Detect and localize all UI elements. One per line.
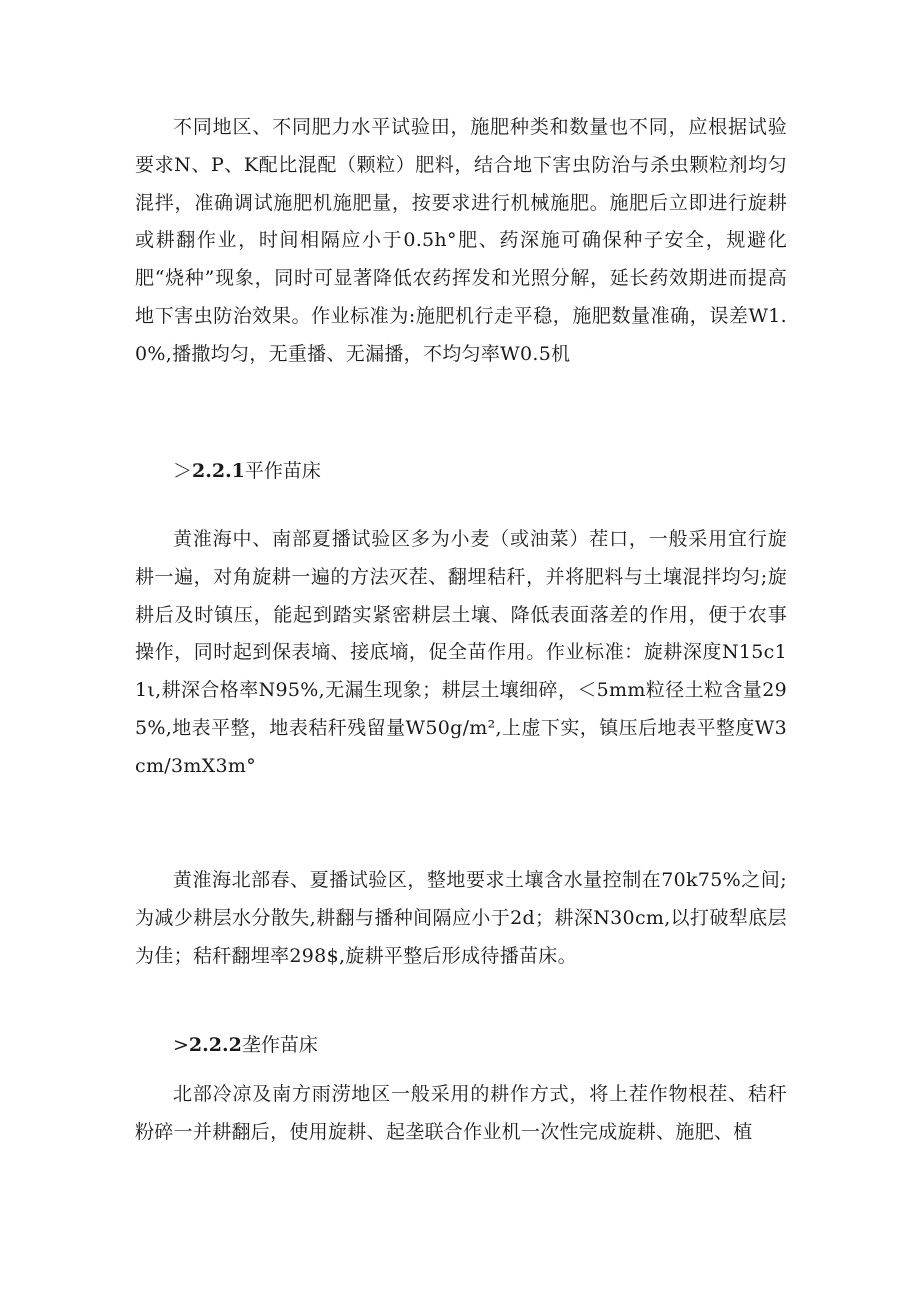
paragraph-flat-seedbed-south: 黄淮海中、南部夏播试验区多为小麦（或油菜）茬口，一般采用宜行旋耕一遍，对角旋耕一遍的方法灭茬、翻埋秸秆，并将肥料与土壤混拌均匀;旋耕后及时镇压，能起到踏实紧密耕层土壤、降低表面落差的作用，便于农事操作，同时起到保表墒、接底墒，促全苗作用。作业标准：旋耕深度N15c11ι,耕深合格率N95%,无漏生现象；耕层土壤细碎，＜5mm粒径土粒含量295%,地表平整，地表秸秆残留量W50g∕m²,上虚下实，镇压后地表平整度W3cm∕3mX3m° bbox=[135, 528, 787, 777]
section-heading-2-2-1 bbox=[173, 456, 321, 486]
heading-number: 2.2.2 bbox=[188, 1034, 242, 1056]
heading-title: 垄作苗床 bbox=[241, 1034, 318, 1056]
section-heading-2-2-2 bbox=[173, 1030, 318, 1060]
heading-prefix: > bbox=[173, 1034, 189, 1056]
paragraph-flat-seedbed-north: 黄淮海北部春、夏播试验区，整地要求土壤含水量控制在70k75%之间;为减少耕层水分散失,耕翻与播种间隔应小于2d；耕深N30cm,以打破犁底层为佳；秸秆翻埋率298$,旋耕平整后形成待播苗床。 bbox=[135, 869, 787, 967]
heading-title: 平作苗床 bbox=[244, 460, 321, 482]
paragraph-fertilization: 不同地区、不同肥力水平试验田，施肥种类和数量也不同，应根据试验要求N、P、K配比混配（颗粒）肥料，结合地下害虫防治与杀虫颗粒剂均匀混拌，准确调试施肥机施肥量，按要求进行机械施肥。施肥后立即进行旋耕或耕翻作业，时间相隔应小于0.5h°肥、药深施可确保种子安全，规避化肥“烧种”现象，同时可显著降低农药挥发和光照分解，延长药效期进而提高地下害虫防治效果。作业标准为:施肥机行走平稳，施肥数量准确，误差W1.0%,播撒均匀，无重播、无漏播，不均匀率W0.5机 bbox=[135, 116, 787, 365]
heading-prefix: ＞ bbox=[173, 460, 193, 482]
heading-number: 2.2.1 bbox=[192, 460, 245, 482]
paragraph-ridge-seedbed: 北部冷凉及南方雨涝地区一般采用的耕作方式，将上茬作物根茬、秸秆粉碎一并耕翻后，使用旋耕、起垄联合作业机一次性完成旋耕、施肥、植 bbox=[135, 1083, 787, 1143]
